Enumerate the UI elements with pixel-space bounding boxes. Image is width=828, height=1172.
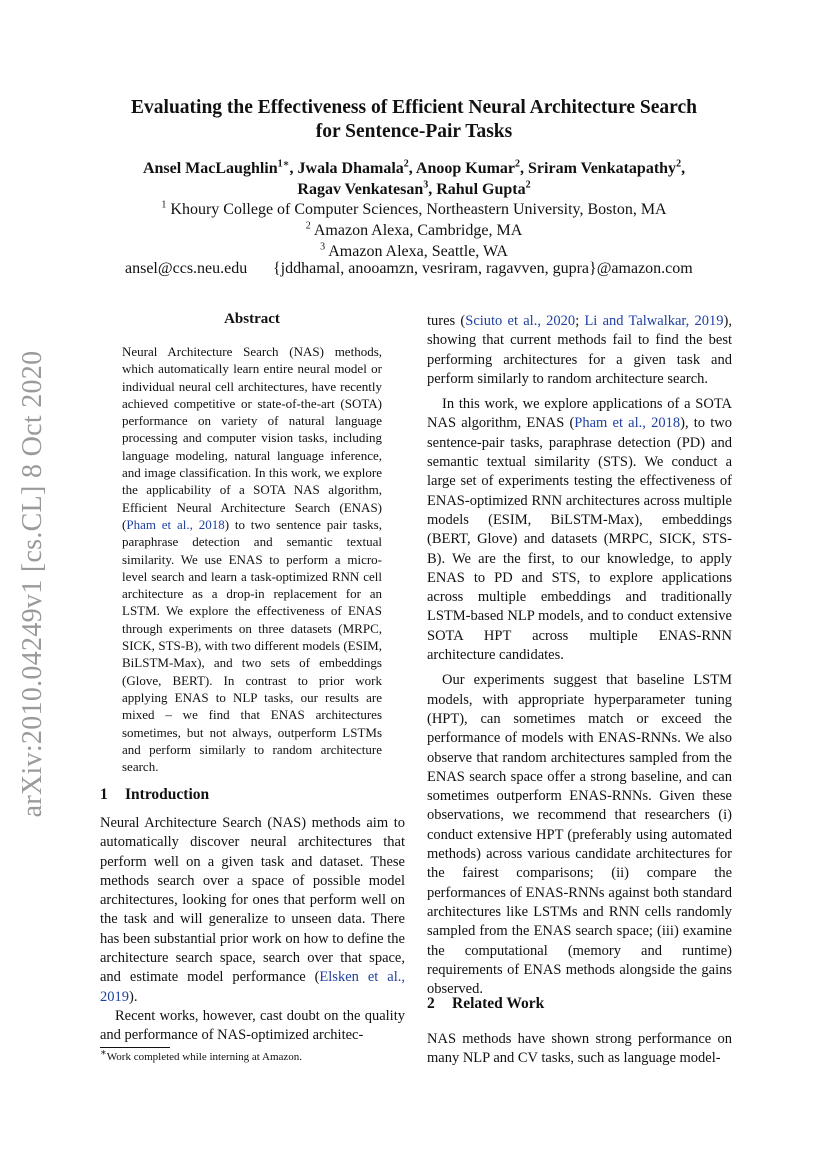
paragraph: Neural Architecture Search (NAS) methods aim to automatically discover neural architectures that perform well on a given task and dataset. These methods search over a space of possible model architectures, looking for ones that perform well on the task and will generalize to unseen data. There has been substantial prior work on how to define the architecture search space, search over that space, and estimate model performance (Elsken et al., 2019). (100, 815, 405, 1005)
abstract-heading: Abstract (224, 311, 280, 327)
email-address[interactable]: ansel@ccs.neu.edu (125, 260, 248, 277)
author-name: Rahul Gupta (436, 181, 526, 198)
paragraph: Recent works, however, cast doubt on the quality and performance of NAS-optimized architec- (100, 1007, 405, 1044)
arxiv-identifier[interactable]: arXiv:2010.04249v1 [cs.CL] 8 Oct 2020 (17, 350, 48, 818)
author-name: Ansel MacLaughlin (142, 160, 278, 177)
title-line-1: Evaluating the Effectiveness of Efficient Neural Architecture Search (131, 97, 697, 118)
author-name: Anoop Kumar (415, 160, 516, 177)
paper-title (100, 96, 728, 144)
affiliation-line: $^1$ Khoury College of Computer Sciences, Northeastern University, Boston, MA (161, 199, 667, 218)
citation-link[interactable]: Sciuto et al., 2020 (465, 313, 576, 329)
paragraph: In this work, we explore applications of a SOTA NAS algorithm, ENAS (Pham et al., 2018), to two sentence-pair tasks, paraphrase detection (PD) and semantic textual similarity (STS). We conduct a large set of experiments testing the effectiveness of ENAS-optimized RNN architectures across multiple models (ESIM, BiLSTM-Max), embeddings (BERT, Glove) and datasets (MRPC, SICK, STS-B). We are the first, to our knowledge, to apply ENAS to PD and STS, to explore applications across multiple embeddings and traditionally LSTM-based NLP models, and to conduct extensive SOTA HPT across multiple ENAS-RNN architecture candidates. (427, 396, 732, 664)
section-heading-introduction: 1 Introduction (100, 786, 210, 803)
paragraph: tures (Sciuto et al., 2020; Li and Talwalkar, 2019), showing that current methods fail to find the best performing architectures for a given task and perform similarly to random architecture search. (427, 313, 732, 387)
related-work-body (427, 1030, 732, 1069)
affiliations (100, 199, 728, 262)
right-column-body (427, 312, 732, 999)
footnote-rule (100, 1047, 170, 1048)
left-column-body (100, 814, 405, 1046)
section-heading-related-work: 2 Related Work (427, 995, 545, 1012)
paragraph: NAS methods have shown strong performance on many NLP and CV tasks, such as language model- (427, 1031, 732, 1067)
paragraph: Our experiments suggest that baseline LSTM models, with appropriate hyperparameter tuning (HPT), can sometimes match or exceed the performance of models with ENAS-RNNs. We also observe that random architectures sampled from the ENAS search space offer a strong baseline, and can sometimes outperform ENAS-RNNs. Given these observations, we recommend that researchers (i) conduct extensive HPT (preferably using automated methods) across various candidate architectures for the fairest comparisons; (ii) compare the performances of ENAS-RNNs against both standard architectures like LSTMs and RNN cells randomly sampled from the ENAS search space; (iii) examine the computational (memory and runtime) requirements of ENAS methods alongside the gains observed. (427, 672, 732, 998)
author-name: Sriram Venkatapathy (528, 160, 677, 177)
affiliation-line: $^2$ Amazon Alexa, Cambridge, MA (305, 220, 523, 239)
citation-link[interactable]: Li and Talwalkar, 2019 (584, 313, 724, 329)
email-address[interactable]: {jddhamal, anooamzn, vesriram, ragavven, gupra}@amazon.com (273, 260, 693, 277)
citation-link[interactable]: Pham et al., 2018 (574, 415, 681, 432)
abstract-body: Neural Architecture Search (NAS) methods, which automatically learn entire neural model or individual neural cell architectures, have recently achieved competitive or state-of-the-art (SOTA) performance on variety of natural language processing and computer vision tasks, including language modeling, natural language inference, and image classification. In this work, we explore the applicability of a SOTA NAS algorithm, Efficient Neural Architecture Search (ENAS) (Pham et al., 2018) to two sentence pair tasks, paraphrase detection and semantic textual similarity. We use ENAS to perform a micro-level search and learn a task-optimized RNN cell architecture as a drop-in replacement for an LSTM. We explore the effectiveness of ENAS through experiments on three datasets (MRPC, SICK, STS-B), with two different models (ESIM, BiLSTM-Max), and two sets of embeddings (Glove, BERT). In contrast to prior work applying ENAS to NLP tasks, our results are mixed – we find that ENAS architectures sometimes, but not always, outperform LSTMs and perform similarly to random architecture search. (122, 344, 382, 775)
title-line-2: for Sentence-Pair Tasks (315, 121, 513, 142)
citation-link[interactable]: Pham et al., 2018 (126, 516, 225, 532)
arxiv-stamp (12, 346, 54, 822)
author-name: Ragav Venkatesan (297, 181, 424, 198)
citation-link[interactable]: Elsken et al., 2019 (100, 969, 405, 1005)
affiliation-line: $^3$ Amazon Alexa, Seattle, WA (320, 241, 508, 260)
author-name: Jwala Dhamala (297, 160, 404, 177)
footnote: ∗Work completed while interning at Amazon. (100, 1047, 303, 1063)
footnote-mark: ∗ (282, 158, 290, 170)
author-list: Ansel MacLaughlin$^{1∗}$, Jwala Dhamala$^2$, Anoop Kumar$^2$, Sriram Venkatapathy$^2$, Ragav Venkatesan$^3$, Rahul Gupta$^2$ (142, 158, 686, 198)
